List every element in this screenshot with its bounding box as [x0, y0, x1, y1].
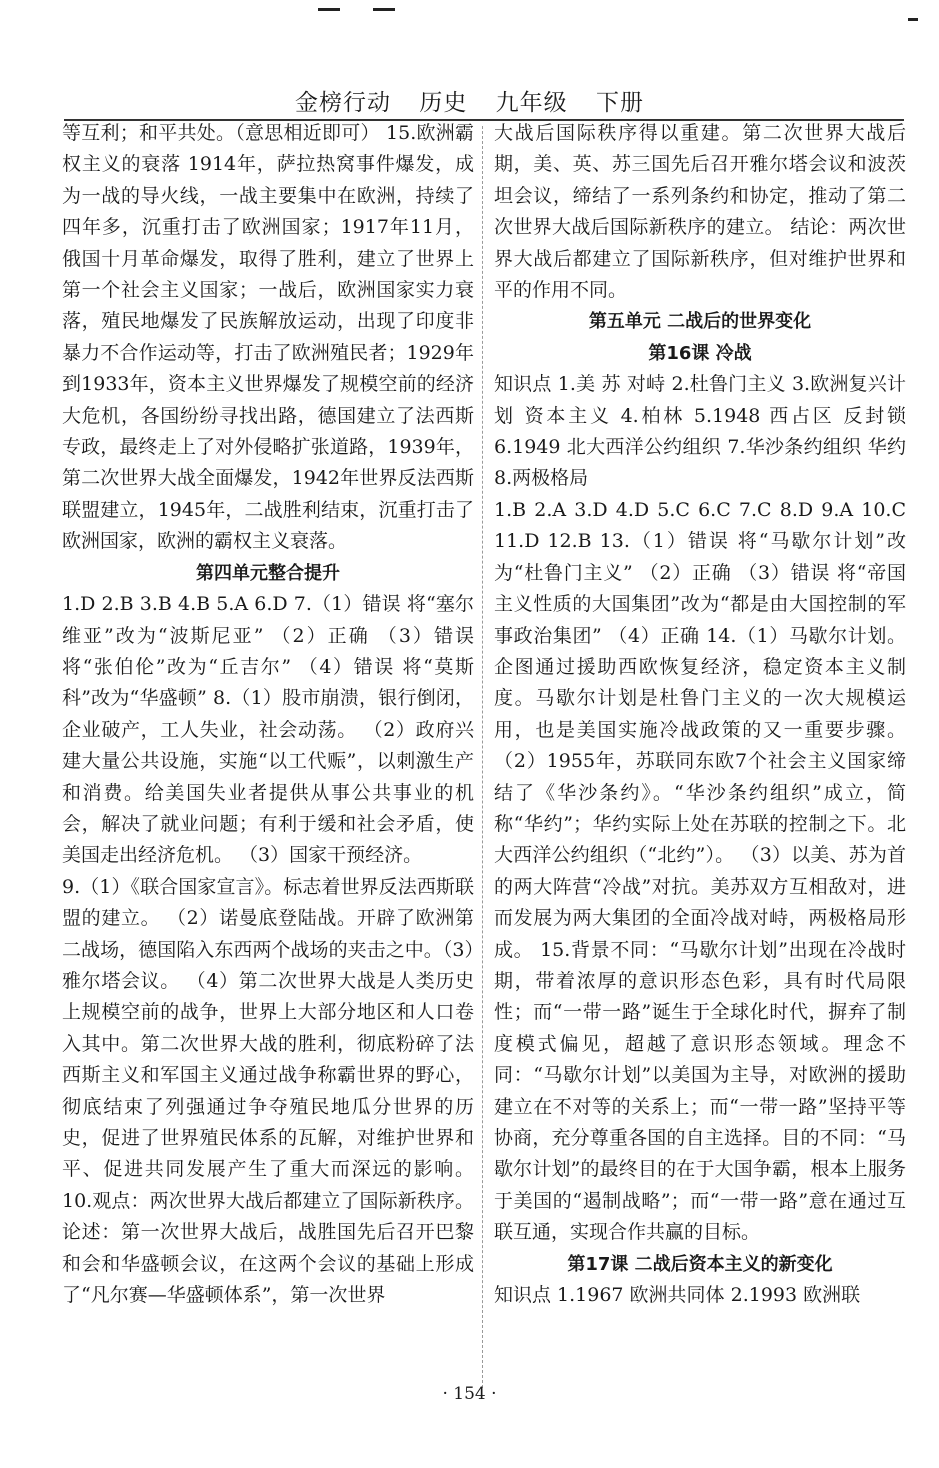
crop-mark — [908, 18, 918, 21]
volume-label: 下册 — [595, 90, 644, 116]
section-heading: 第17课 二战后资本主义的新变化 — [567, 1253, 833, 1275]
section-heading: 第五单元 二战后的世界变化 — [588, 311, 812, 333]
answer-paragraph: 9.（1）《联合国家宣言》。标志着世界反法西斯联盟的建立。 （2）诺曼底登陆战。开辟了欧洲第二战场，德国陷入东西两个战场的夹击之中。（3）雅尔塔会议。 （4）第二次世界大战是人类历史上规模空前的战争，世界上大部分地区和人口卷入其中。第二次世界大战的胜利，彻底粉碎了法西斯主义和军国主义通过战争称霸世界的野心，彻底结束了列强通过争夺殖民地瓜分世界的历史，促进了世界殖民体系的瓦解，对维护世界和平、促进共同发展产生了重大而深远的影响。 10.观点：两次世界大战后都建立了国际新秩序。 论述：第一次世界大战后，战胜国先后召开巴黎和会和华盛顿会议，在这两个会议的基础上形成了“凡尔赛—华盛顿体系”，第一次世界 — [62, 875, 474, 1307]
answer-paragraph: 大战后国际秩序得以重建。第二次世界大战后期，美、英、苏三国先后召开雅尔塔会议和波茨坦会议，缔结了一系列条约和协定，推动了第二次世界大战后国际新秩序的建立。 结论：两次世界大战后都建立了国际新秩序，但对维护世界和平的作用不同。 — [494, 122, 906, 302]
subject-label: 历史 — [419, 90, 468, 116]
print-crop-marks — [0, 6, 939, 16]
page-number: · 154 · — [442, 1384, 497, 1404]
answer-paragraph: 等互利；和平共处。（意思相近即可） 15.欧洲霸权主义的衰落 1914年，萨拉热窝事件爆发，成为一战的导火线，一战主要集中在欧洲，持续了四年多，沉重打击了欧洲国家；1917年11月，俄国十月革命爆发，取得了胜利，建立了世界上第一个社会主义国家；一战后，欧洲国家实力衰落，殖民地爆发了民族解放运动，出现了印度非暴力不合作运动等，打击了欧洲殖民者；1929年到1933年，资本主义世界爆发了规模空前的经济大危机，各国纷纷寻找出路，德国建立了法西斯专政，最终走上了对外侵略扩张道路，1939年，第二次世界大战全面爆发，1942年世界反法西斯联盟建立，1945年，二战胜利结束，沉重打击了欧洲国家，欧洲的霸权主义衰落。 — [62, 122, 474, 553]
answer-paragraph: 知识点 1.1967 欧洲共同体 2.1993 欧洲联 — [494, 1284, 861, 1307]
crop-mark — [373, 8, 395, 11]
running-header — [0, 84, 939, 117]
right-column — [494, 118, 906, 1311]
book-title: 金榜行动 — [295, 90, 392, 116]
answer-paragraph: 1.D 2.B 3.B 4.B 5.A 6.D 7.（1）错误 将“塞尔维亚”改为“波斯尼亚” （2）正确 （3）错误 将“张伯伦”改为“丘吉尔” （4）错误 将“莫斯科”改为“华盛顿” 8.（1）股市崩溃，银行倒闭，企业破产，工人失业，社会动荡。 （2）政府兴建大量公共设施，实施“以工代赈”，以刺激生产和消费。给美国失业者提供从事公共事业的机会，解决了就业问题；有利于缓和社会矛盾，使美国走出经济危机。 （3）国家干预经济。 — [62, 593, 474, 867]
left-column — [62, 118, 474, 1311]
answer-paragraph: 知识点 1.美 苏 对峙 2.杜鲁门主义 3.欧洲复兴计划 资本主义 4.柏林 5.1948 西占区 反封锁 6.1949 北大西洋公约组织 7.华沙条约组织 华约 8.两极格局 — [494, 373, 906, 490]
answer-paragraph: 1.B 2.A 3.D 4.D 5.C 6.C 7.C 8.D 9.A 10.C 11.D 12.B 13.（1）错误 将“马歇尔计划”改为“杜鲁门主义” （2）正确 （3）错误 将“帝国主义性质的大国集团”改为“都是由大国控制的军事政治集团” （4）正确 14.（1）马歇尔计划。企图通过援助西欧恢复经济，稳定资本主义制度。马歇尔计划是杜鲁门主义的一次大规模运用，也是美国实施冷战政策的又一重要步骤。 （2）1955年，苏联同东欧7个社会主义国家缔结了《华沙条约》。“华沙条约组织”成立，简称“华约”；华约实际上处在苏联的控制之下。北大西洋公约组织（“北约”）。 （3）以美、苏为首的两大阵营“冷战”对抗。美苏双方互相敌对，进而发展为两大集团的全面冷战对峙，两极格局形成。 15.背景不同：“马歇尔计划”出现在冷战时期，带着浓厚的意识形态色彩，具有时代局限性；而“一带一路”诞生于全球化时代，摒弃了制度模式偏见，超越了意识形态领域。理念不同：“马歇尔计划”以美国为主导，对欧洲的援助建立在不对等的关系上；而“一带一路”坚持平等协商，充分尊重各国的自主选择。目的不同：“马歇尔计划”的最终目的在于大国争霸，根本上服务于美国的“遏制战略”；而“一带一路”意在通过互联互通，实现合作共赢的目标。 — [494, 498, 906, 1244]
crop-mark — [318, 8, 340, 11]
grade-label: 九年级 — [495, 90, 568, 116]
column-divider — [482, 126, 483, 1388]
section-heading: 第四单元整合提升 — [196, 562, 340, 584]
section-heading: 第16课 冷战 — [648, 342, 752, 364]
